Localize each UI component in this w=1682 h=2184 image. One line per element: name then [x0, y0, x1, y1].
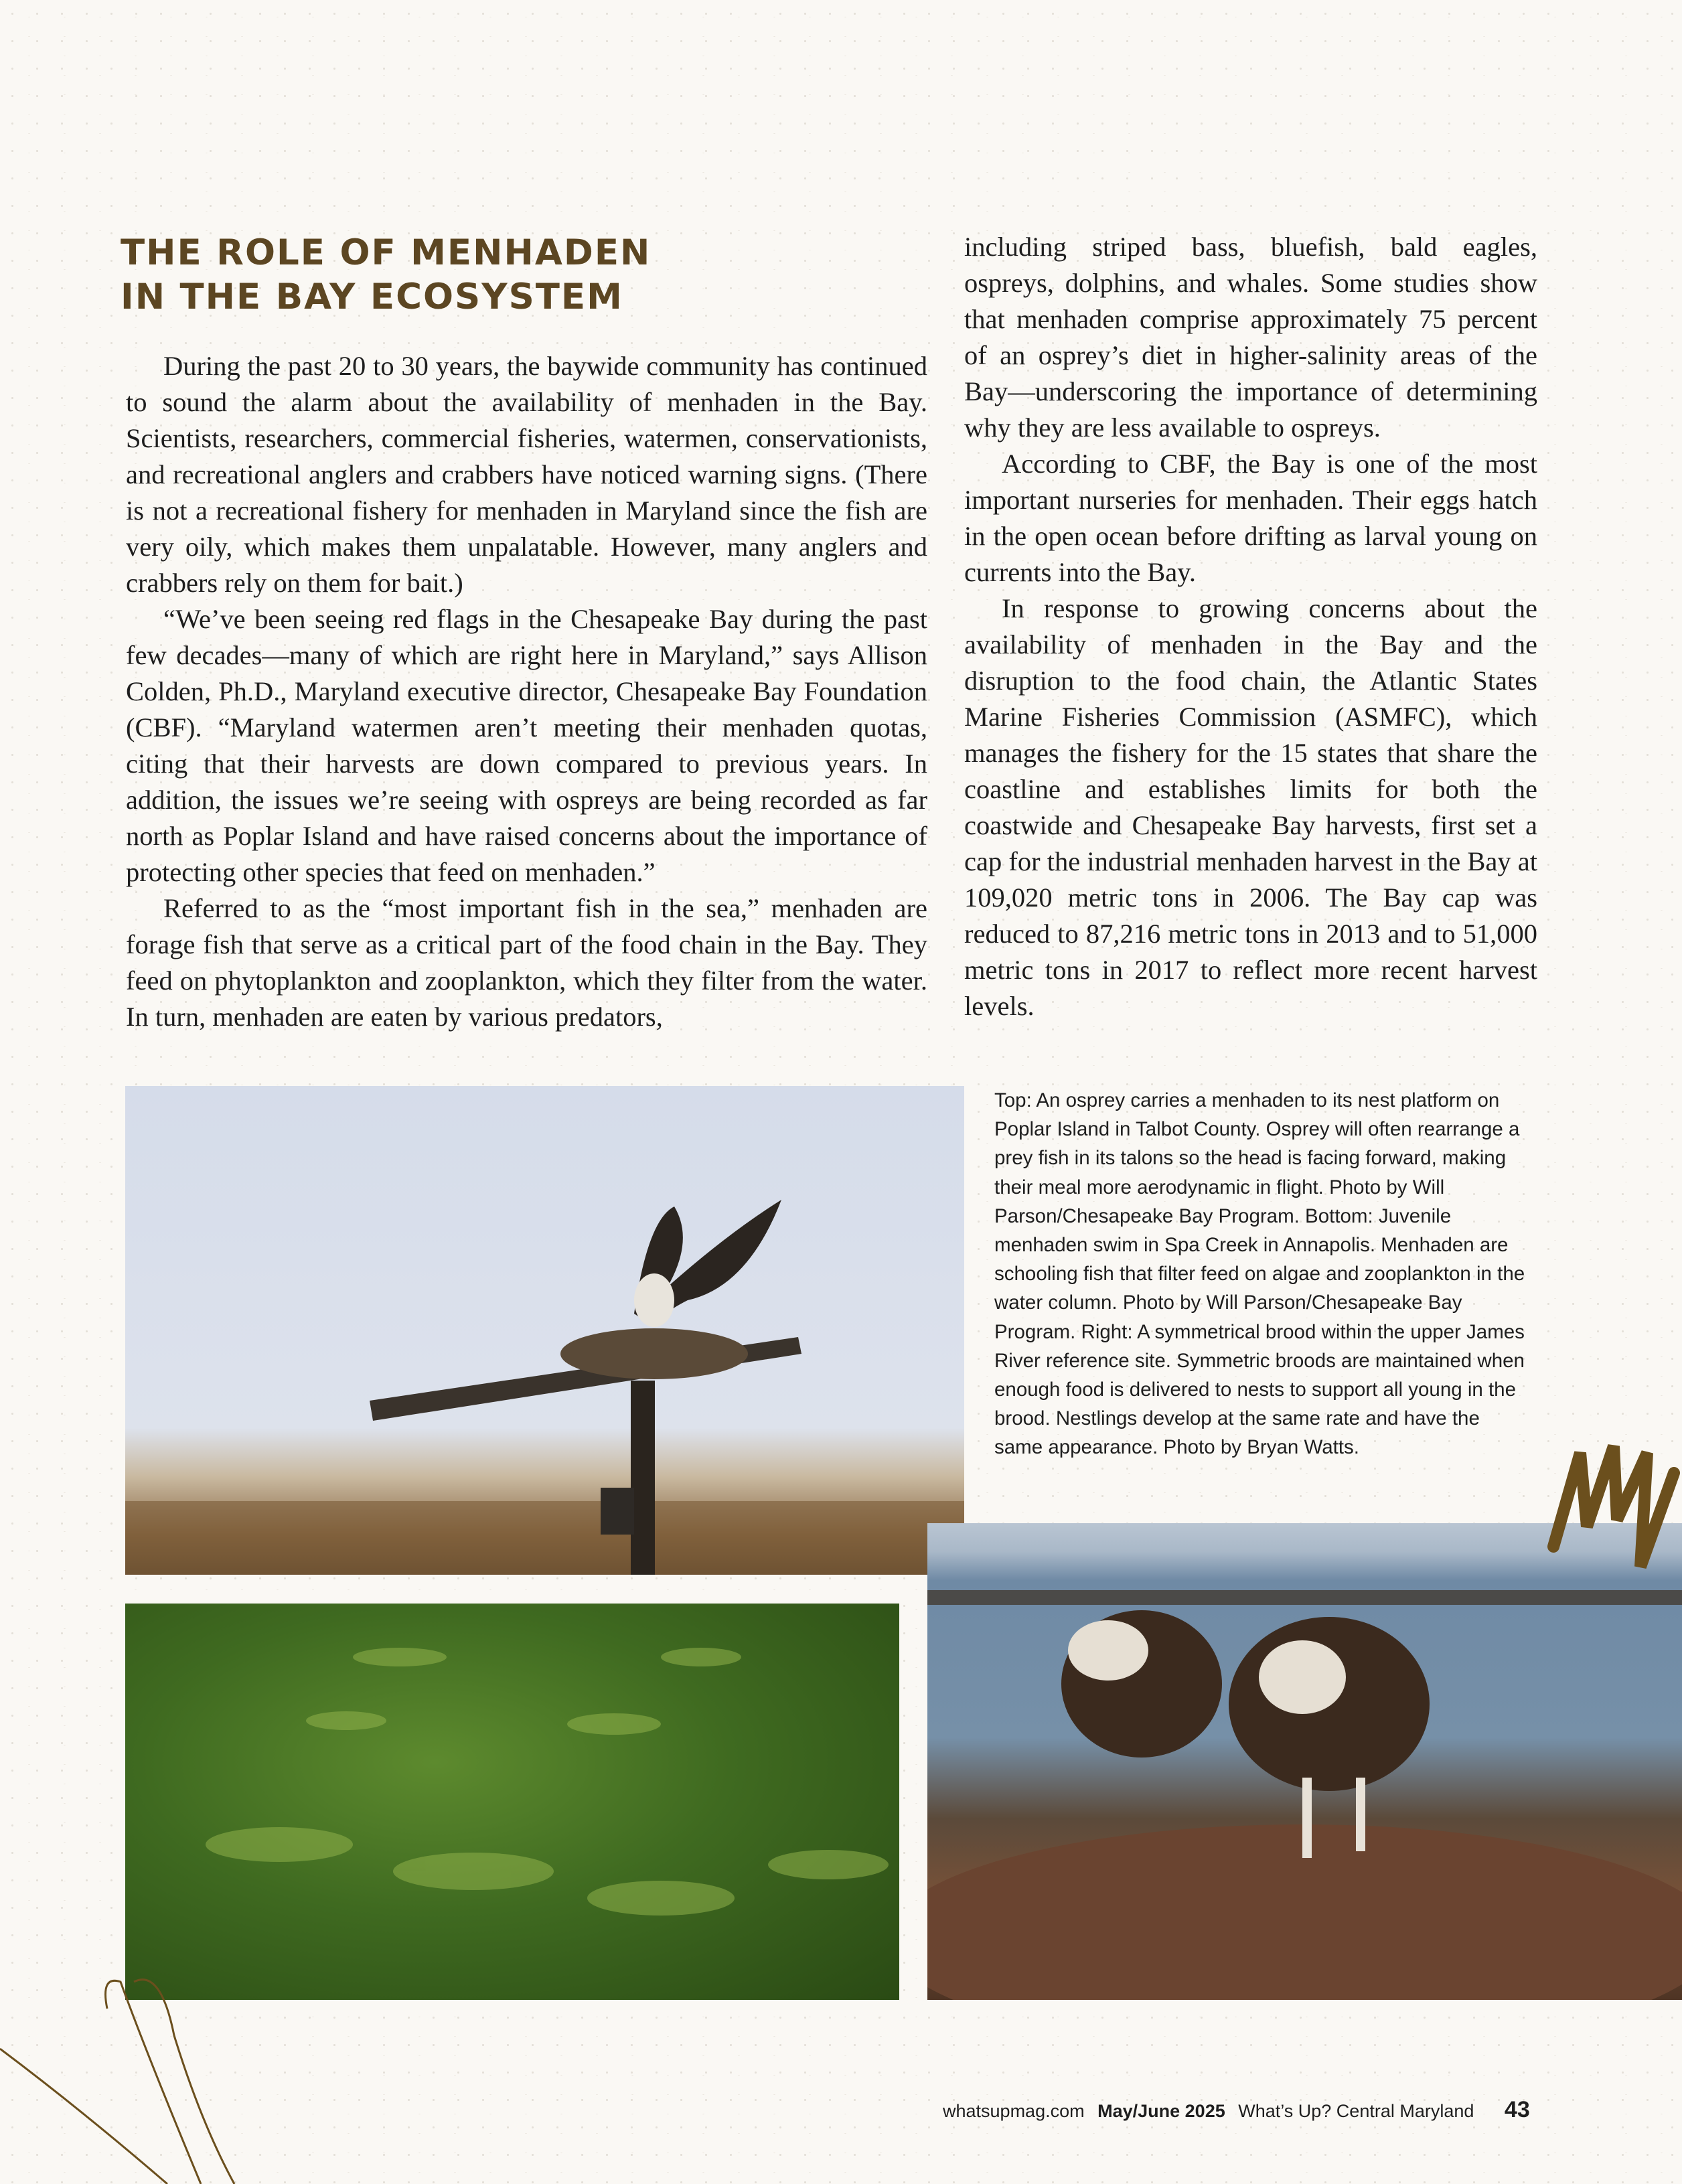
footer-issue: May/June 2025	[1097, 2101, 1225, 2121]
photo-caption: Top: An osprey carries a menhaden to its nest platform on Poplar Island in Talbot County. Osprey will often rearrange a prey fish in its talons so the head is facing forward, making their meal more aerodynamic in flight. Photo by Will Parson/Chesapeake Bay Program. Bottom: Juvenile menhaden swim in Spa Creek in Annapolis. Menhaden are schooling fish that filter feed on algae and zooplankton in the water column. Photo by Will Parson/Chesapeake Bay Program. Right: A symmetrical brood within the upper James River reference site. Symmetric broods are maintained when enough food is delivered to nests to support all young in the brood. Nestlings develop at the same rate and have the same appearance. Photo by Bryan Watts.	[994, 1089, 1525, 1459]
paragraph: In response to growing concerns about the availability of menhaden in the Bay and the disruption to the food chain, the Atlantic States Marine Fisheries Commission (ASMFC), which manages the fishery for the 15 states that share the coastline and establishes limits for both the coastwide and Chesapeake Bay harvests, first set a cap for the industrial menhaden harvest in the Bay at 109,020 metric tons in 2006. The Bay cap was reduced to 87,216 metric tons in 2013 and to 51,000 metric tons in 2017 to reflect more recent harvest levels.	[964, 593, 1537, 1021]
page-footer	[943, 2097, 1538, 2123]
decorative-scribble-right	[1540, 1433, 1682, 1593]
paragraph: Referred to as the “most important fish in the sea,” menhaden are forage fish that serve as a critical part of the food chain in the Bay. They feed on phytoplankton and zooplankton, which they filter from the water. In turn, menhaden are eaten by various predators,	[126, 893, 927, 1032]
footer-publication: What’s Up? Central Maryland	[1238, 2101, 1474, 2121]
footer-site: whatsupmag.com	[943, 2101, 1085, 2121]
paragraph: During the past 20 to 30 years, the baywide community has continued to sound the alarm about the availability of menhaden in the Bay. Scientists, researchers, commercial fisheries, watermen, conservationists, and recreational anglers and crabbers have noticed warning signs. (There is not a recreational fishery for menhaden in Maryland since the fish are very oily, which makes them unpalatable. However, many anglers and crabbers rely on them for bait.)	[126, 351, 927, 598]
decorative-scribble-left	[0, 1955, 375, 2184]
nestlings-illustration	[927, 1523, 1682, 2000]
paragraph: including striped bass, bluefish, bald eagles, ospreys, dolphins, and whales. Some studies show that menhaden comprise approximately 75 percent of an osprey’s diet in higher-salinity areas of the Bay—underscoring the importance of determining why they are less available to ospreys.	[964, 232, 1537, 443]
paragraph: “We’ve been seeing red flags in the Chesapeake Bay during the past few decades—many of which are right here in Maryland,” says Allison Colden, Ph.D., Maryland executive director, Chesapeake Bay Foundation (CBF). “Maryland watermen aren’t meeting their menhaden quotas, citing that their harvests are down compared to previous years. In addition, the issues we’re seeing with ospreys are being recorded as far north as Poplar Island and have raised concerns about the importance of protecting other species that feed on menhaden.”	[126, 604, 927, 887]
fish-illustration	[125, 1604, 899, 2000]
heading-line-1: THE ROLE OF MENHADEN	[121, 232, 652, 273]
osprey-illustration	[125, 1086, 964, 1575]
osprey-nest-photo	[125, 1086, 964, 1575]
right-column	[964, 229, 1537, 1024]
paragraph: According to CBF, the Bay is one of the most important nurseries for menhaden. Their eggs hatch in the open ocean before drifting as larval young on currents into the Bay.	[964, 449, 1537, 587]
heading-line-2: IN THE BAY ECOSYSTEM	[121, 277, 623, 317]
page-number: 43	[1504, 2097, 1530, 2122]
menhaden-school-photo	[125, 1604, 899, 2000]
section-heading	[121, 231, 790, 319]
left-column	[126, 348, 927, 1035]
osprey-nestlings-photo	[927, 1523, 1682, 2000]
